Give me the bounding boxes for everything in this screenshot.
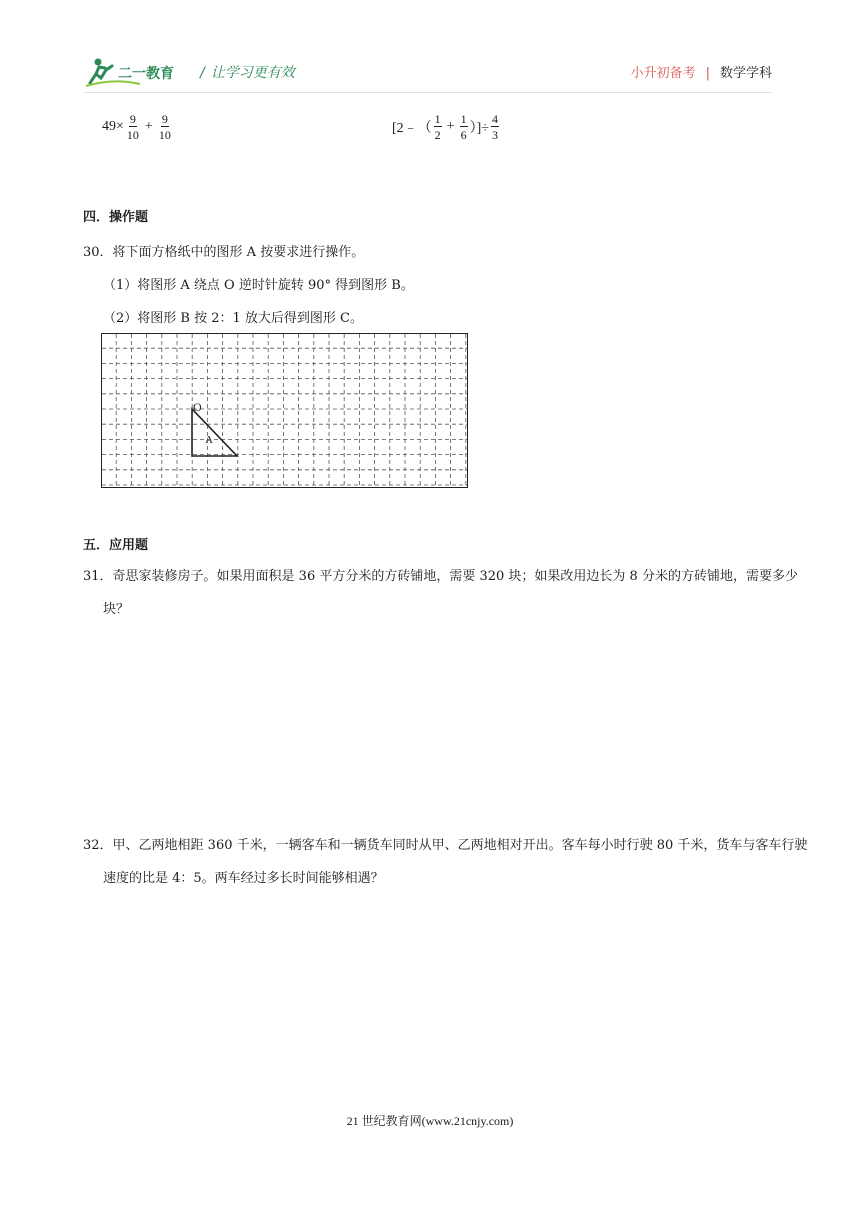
question-30-stem: 30．将下面方格纸中的图形 A 按要求进行操作。 [83,245,365,260]
expr2-close: ）]÷ [469,121,489,136]
fraction: $\frac{9}{10}$ [158,112,171,142]
header-separator: | [705,66,710,81]
plus-sign: + [446,119,455,134]
fraction: $\frac{1}{6}$ [460,112,467,142]
logo-text: 二一教育 [118,66,174,82]
triangle-a [192,409,237,456]
point-o-label: O [193,400,202,414]
question-32: 32．甲、乙两地相距 360 千米，一辆客车和一辆货车同时从甲、乙两地相对开出。客车每小时行驶 80 千米，货车与客车行驶速度的比是 4：5。两车经过多长时间能够相遇？ [83,838,808,886]
plus-sign: + [144,119,153,134]
section-title-application: 五．应用题 [83,538,149,553]
section-title-operation: 四．操作题 [83,210,149,225]
fraction: $\frac{4}{3}$ [491,112,498,142]
grid-lines [102,334,468,488]
question-31: 31．奇思家装修房子。如果用面积是 36 平方分米的方砖铺地，需要 320 块；如果改用边长为 8 分米的方砖铺地，需要多少块？ [83,569,798,617]
fraction: $\frac{9}{10}$ [126,112,139,142]
slogan: / 让学习更有效 [200,65,295,81]
shape-a-label: A [205,434,213,446]
question-30-part-1: （1）将图形 A 绕点 O 逆时针旋转 90° 得到图形 B。 [103,278,414,293]
expr2-lead: [2﹣（ [392,121,432,136]
header-subject [631,62,772,81]
runner-logo-icon [84,56,194,90]
exam-label: 小升初备考 [630,66,696,81]
header-divider [84,92,772,93]
expr1-lead: 49× [102,119,124,134]
fraction: $\frac{1}{2}$ [434,112,441,142]
expression-2 [392,113,501,141]
slogan-text: 让学习更有效 [210,65,295,81]
question-30-part-2: （2）将图形 B 按 2：1 放大后得到图形 C。 [103,311,363,326]
logo [84,56,194,90]
grid-paper [101,333,469,489]
subject-label: 数学学科 [719,66,772,81]
grid-border [102,334,468,488]
page-footer: 21 世纪教育网(www.21cnjy.com) [346,1114,514,1128]
expression-1 [102,113,174,141]
